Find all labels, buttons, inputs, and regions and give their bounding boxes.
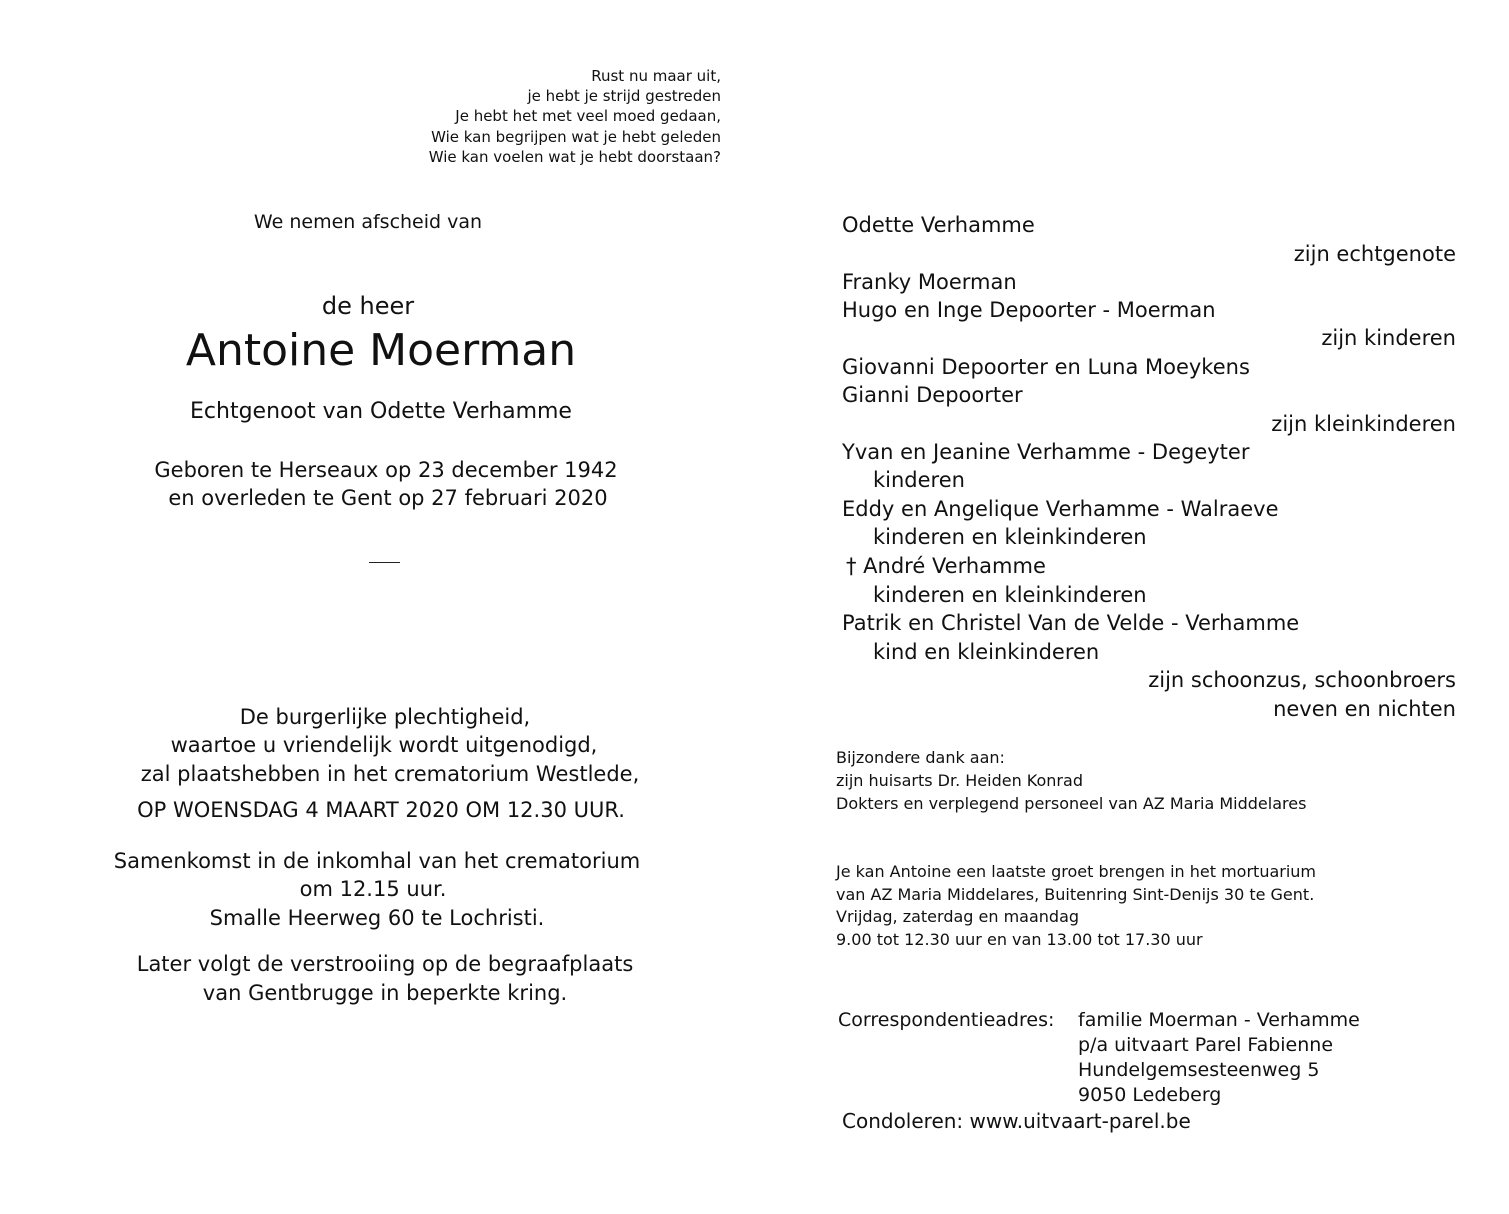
family-inlaw: Yvan en Jeanine Verhamme - Degeyter xyxy=(842,440,1250,464)
correspondence-line: Hundelgemsesteenweg 5 xyxy=(1078,1059,1320,1081)
poem xyxy=(429,66,721,167)
family-grandchild: Gianni Depoorter xyxy=(842,383,1023,407)
intro-text: We nemen afscheid van xyxy=(253,211,483,233)
ceremony-line: De burgerlijke plechtigheid, xyxy=(239,705,531,729)
deceased-name: Antoine Moerman xyxy=(185,325,577,376)
correspondence-line: p/a uitvaart Parel Fabienne xyxy=(1078,1034,1334,1056)
visit-line: Vrijdag, zaterdag en maandag xyxy=(836,907,1080,926)
gathering-line: Samenkomst in de inkomhal van het crematorium xyxy=(113,849,641,873)
poem-line: Wie kan voelen wat je hebt doorstaan? xyxy=(428,147,721,166)
family-child: Hugo en Inge Depoorter - Moerman xyxy=(842,298,1216,322)
death-line: en overleden te Gent op 27 februari 2020 xyxy=(168,486,608,510)
scattering-line: van Gentbrugge in beperkte kring. xyxy=(202,981,568,1005)
visit-line: van AZ Maria Middelares, Buitenring Sint-Denijs 30 te Gent. xyxy=(836,885,1315,904)
poem-line: Je hebt het met veel moed gedaan, xyxy=(455,107,721,126)
poem-line: Wie kan begrijpen wat je hebt geleden xyxy=(431,127,721,146)
thanks-line: Bijzondere dank aan: xyxy=(836,748,1005,767)
role-children: zijn kinderen xyxy=(1321,326,1456,350)
role-spouse: zijn echtgenote xyxy=(1293,242,1456,266)
gathering-line: om 12.15 uur. xyxy=(299,877,447,901)
role-inlaws: zijn schoonzus, schoonbroers xyxy=(1148,668,1456,692)
correspondence-label: Correspondentieadres: xyxy=(838,1009,1055,1031)
family-child: Franky Moerman xyxy=(842,270,1017,294)
role-cousins: neven en nichten xyxy=(1273,697,1456,721)
scattering-line: Later volgt de verstrooiing op de begraafplaats xyxy=(136,952,634,976)
family-inlaw: Patrik en Christel Van de Velde - Verhamme xyxy=(842,611,1300,635)
family-inlaw-sub: kind en kleinkinderen xyxy=(873,640,1100,664)
thanks-line: Dokters en verplegend personeel van AZ Maria Middelares xyxy=(836,794,1307,813)
gathering-line: Smalle Heerweg 60 te Lochristi. xyxy=(209,906,545,930)
family-inlaw-sub: kinderen xyxy=(873,468,965,492)
birth-line: Geboren te Herseaux op 23 december 1942 xyxy=(154,458,618,482)
ceremony-line: zal plaatshebben in het crematorium Westlede, xyxy=(140,762,640,786)
family-inlaw: Eddy en Angelique Verhamme - Walraeve xyxy=(842,497,1279,521)
role-grandchildren: zijn kleinkinderen xyxy=(1271,412,1456,436)
divider xyxy=(369,562,400,563)
condolences-line: Condoleren: www.uitvaart-parel.be xyxy=(842,1109,1191,1133)
correspondence-line: 9050 Ledeberg xyxy=(1078,1084,1222,1106)
honorific: de heer xyxy=(321,292,415,320)
family-grandchild: Giovanni Depoorter en Luna Moeykens xyxy=(842,355,1250,379)
poem-line: Rust nu maar uit, xyxy=(591,67,721,85)
thanks-line: zijn huisarts Dr. Heiden Konrad xyxy=(836,771,1083,790)
ceremony-line: waartoe u vriendelijk wordt uitgenodigd, xyxy=(170,733,598,757)
ceremony-date: OP WOENSDAG 4 MAART 2020 OM 12.30 UUR. xyxy=(137,798,625,822)
poem-line: je hebt je strijd gestreden xyxy=(527,87,721,106)
correspondence-line: familie Moerman - Verhamme xyxy=(1078,1009,1360,1031)
visit-line: Je kan Antoine een laatste groet brengen in het mortuarium xyxy=(836,862,1317,881)
family-inlaw-deceased: † André Verhamme xyxy=(846,554,1046,578)
spouse-line: Echtgenoot van Odette Verhamme xyxy=(190,399,572,424)
family-spouse: Odette Verhamme xyxy=(842,213,1035,237)
family-inlaw-sub: kinderen en kleinkinderen xyxy=(873,583,1147,607)
family-inlaw-sub: kinderen en kleinkinderen xyxy=(873,525,1147,549)
visit-line: 9.00 tot 12.30 uur en van 13.00 tot 17.30 uur xyxy=(836,930,1203,949)
